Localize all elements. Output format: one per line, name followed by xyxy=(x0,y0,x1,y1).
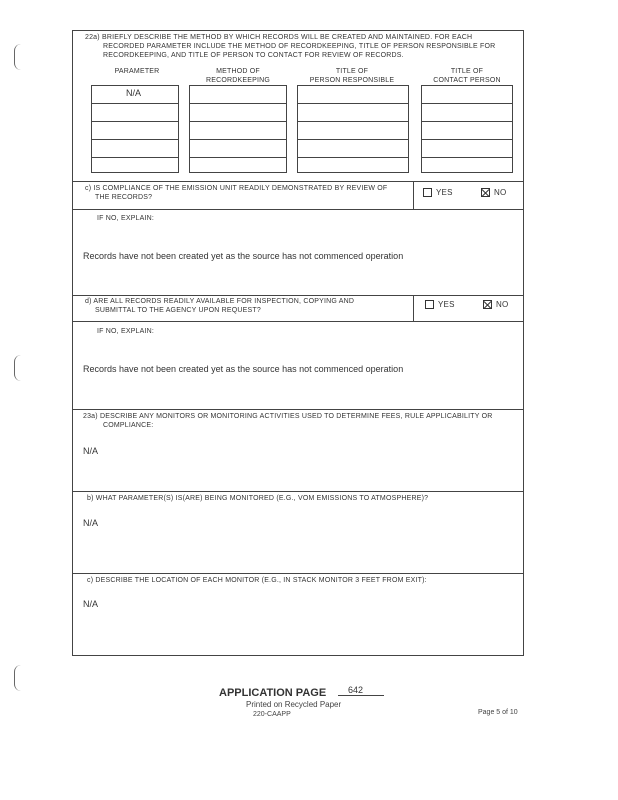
binder-hole-mark xyxy=(14,665,21,691)
form-frame xyxy=(72,30,524,656)
question-c-no-checkbox[interactable] xyxy=(481,188,490,197)
contact-column-box xyxy=(421,85,513,173)
question-d-yes-checkbox[interactable] xyxy=(425,300,434,309)
question-c-yes-label: YES xyxy=(436,188,453,197)
question-d-explain-answer: Records have not been created yet as the source has not commenced operation xyxy=(83,364,404,374)
question-c-text: c) IS COMPLIANCE OF THE EMISSION UNIT READILY DEMONSTRATED BY REVIEW OF THE RECORDS? xyxy=(85,185,388,201)
printed-on-recycled-paper: Printed on Recycled Paper xyxy=(246,700,342,709)
page-of-label: Page 5 of 10 xyxy=(478,709,518,716)
question-23c-answer: N/A xyxy=(83,599,99,609)
col-header-method: METHOD OF RECORDKEEPING xyxy=(205,68,271,84)
form-code: 220-CAAPP xyxy=(253,711,291,718)
question-d-text: d) ARE ALL RECORDS READILY AVAILABLE FOR INSPECTION, COPYING AND SUBMITTAL TO THE AGENCY UPON REQUEST? xyxy=(85,298,355,314)
question-23c-text: c) DESCRIBE THE LOCATION OF EACH MONITOR (E.G., IN STACK MONITOR 3 FEET FROM EXIT): xyxy=(87,577,427,584)
binder-hole-mark xyxy=(14,355,21,381)
section-22a-line3: RECORDKEEPING, AND TITLE OF PERSON TO CONTACT FOR REVIEW OF RECORDS. xyxy=(103,52,404,59)
question-23a-text: 23a) DESCRIBE ANY MONITORS OR MONITORING ACTIVITIES USED TO DETERMINE FEES, RULE APPLICABILITY OR COMPLIANCE: xyxy=(83,413,493,429)
question-d-yes-label: YES xyxy=(438,300,455,309)
method-column-box xyxy=(189,85,287,173)
question-c-no-label: NO xyxy=(494,188,507,197)
question-c-yes-checkbox[interactable] xyxy=(423,188,432,197)
col-header-contact: TITLE OF CONTACT PERSON xyxy=(433,68,501,84)
parameter-value: N/A xyxy=(126,88,142,98)
application-page-label: APPLICATION PAGE xyxy=(219,687,327,699)
question-d-explain-label: IF NO, EXPLAIN: xyxy=(97,328,155,335)
col-header-person: TITLE OF PERSON RESPONSIBLE xyxy=(309,68,395,84)
section-22a-text xyxy=(85,33,521,60)
question-c-explain-label: IF NO, EXPLAIN: xyxy=(97,215,155,222)
question-d-no-checkbox[interactable] xyxy=(483,300,492,309)
question-23b-text: b) WHAT PARAMETER(S) IS(ARE) BEING MONITORED (E.G., VOM EMISSIONS TO ATMOSPHERE)? xyxy=(87,495,429,502)
parameter-column-box xyxy=(91,85,179,173)
binder-hole-mark xyxy=(14,44,21,70)
section-22a-line2: RECORDED PARAMETER INCLUDE THE METHOD OF RECORDKEEPING, TITLE OF PERSON RESPONSIBLE FOR xyxy=(103,43,496,50)
question-23b-answer: N/A xyxy=(83,518,99,528)
col-header-parameter: PARAMETER xyxy=(114,68,160,75)
question-23a-answer: N/A xyxy=(83,446,99,456)
question-c-explain-answer: Records have not been created yet as the source has not commenced operation xyxy=(83,251,404,261)
person-column-box xyxy=(297,85,409,173)
application-page-number: 642 xyxy=(338,685,384,696)
section-22a-line1: 22a) BRIEFLY DESCRIBE THE METHOD BY WHICH RECORDS WILL BE CREATED AND MAINTAINED. FOR EACH xyxy=(85,34,473,41)
question-d-no-label: NO xyxy=(496,300,509,309)
